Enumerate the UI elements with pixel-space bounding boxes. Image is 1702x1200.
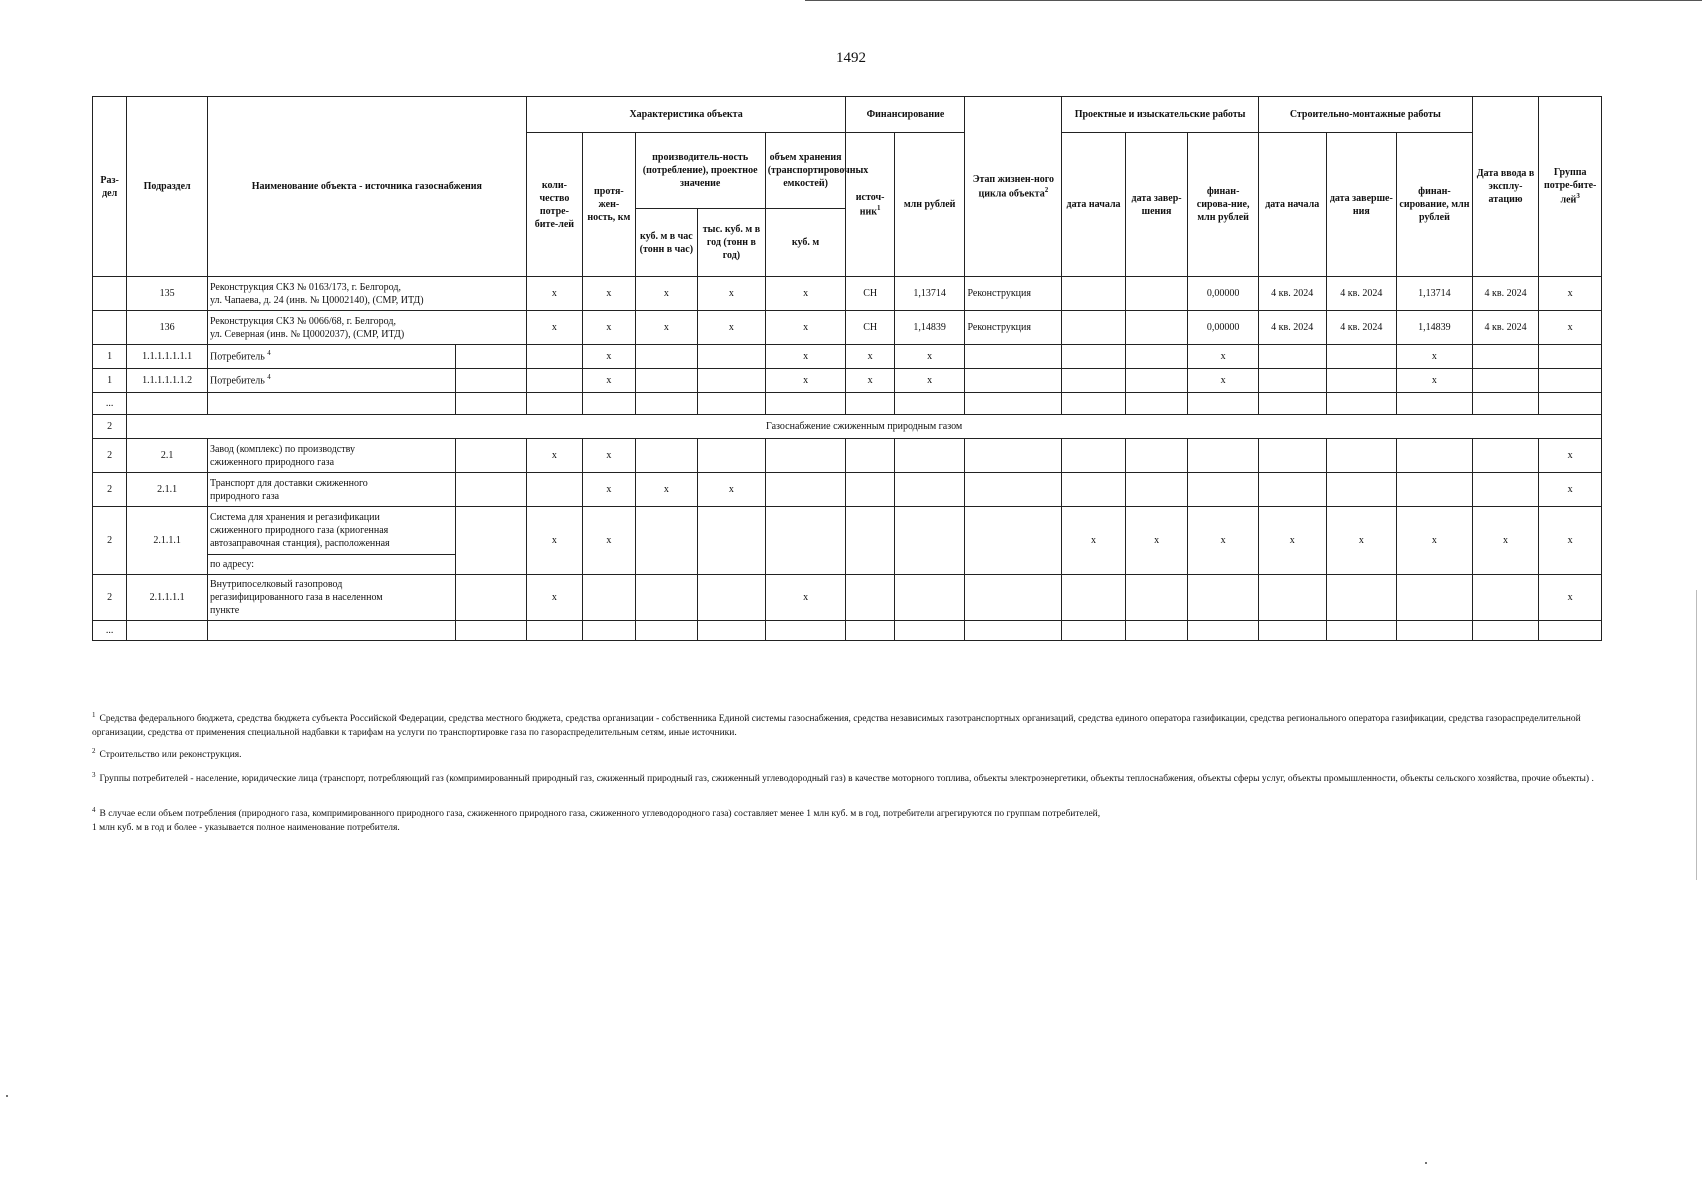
header-pir-start: дата начала: [1062, 133, 1126, 277]
header-characteristics: Характеристика объекта: [526, 97, 846, 133]
header-mln-rub: млн рублей: [894, 133, 965, 277]
header-thousand-cubic-per-year: тыс. куб. м в год (тонн в год): [698, 209, 766, 277]
table-row: ...: [93, 621, 1602, 641]
header-commissioning-date: Дата ввода в эксплу-атацию: [1472, 97, 1539, 277]
table-row: 2 2.1.1 Транспорт для доставки сжиженного природного газа x x x x: [93, 473, 1602, 507]
scan-speck: [1425, 1162, 1427, 1164]
scan-speck: [6, 1095, 8, 1097]
table-row: 2 2.1 Завод (комплекс) по производству сжиженного природного газа x x x: [93, 439, 1602, 473]
footnote-2: $^2$ Строительство или реконструкция.: [92, 747, 242, 761]
table-row: ...: [93, 393, 1602, 415]
header-length: протя-жен-ность, км: [583, 133, 635, 277]
table-row: 2 2.1.1.1 Система для хранения и регазификации сжиженного природного газа (криогенная автозаправочная станция), расположенная x x x x x x x x x x: [93, 507, 1602, 555]
header-smr-end: дата заверше-ния: [1326, 133, 1397, 277]
table-row: 136 Реконструкция СКЗ № 0066/68, г. Белгород, ул. Северная (инв. № Ц0002037), (СМР, ИТД) x x x x x СН 1,14839 Реконструкция 0,00000 4 кв. 2024 4 кв. 2024 1,14839 4 кв. 2024 x: [93, 311, 1602, 345]
table-row: 1 1.1.1.1.1.1.2 Потребитель $^4$ x x x x x x: [93, 369, 1602, 393]
header-razdel: Раз-дел: [93, 97, 127, 277]
page-number: 1492: [836, 50, 866, 66]
header-smr-financing: финан-сирование, млн рублей: [1397, 133, 1473, 277]
footnote-3: $^3$ Группы потребителей - население, юридические лица (транспорт, потребляющий газ (компримированный природный газ, сжиженный природный газ, сжиженный углеводородный газ) в качестве моторного топлива, объекты электроэнергетики, объекты теплоснабжения, объекты сферы услуг, объекты промышленности, объекты сельского хозяйства, прочие объекты) .: [92, 771, 1594, 785]
header-storage-volume: объем хранения (транспортировочных емкостей): [765, 133, 846, 209]
header-consumer-count: коли-чество потре-бите-лей: [526, 133, 582, 277]
scan-edge-line: [1696, 590, 1697, 880]
table-row: 135 Реконструкция СКЗ № 0163/173, г. Белгород, ул. Чапаева, д. 24 (инв. № Ц0002140), (СМР, ИТД) x x x x x СН 1,13714 Реконструкция 0,00000 4 кв. 2024 4 кв. 2024 1,13714 4 кв. 2024 x: [93, 277, 1602, 311]
header-smr-start: дата начала: [1258, 133, 1326, 277]
header-stage: Этап жизнен-ного цикла объекта$^2$: [965, 97, 1062, 277]
header-source: источ-ник$^1$: [846, 133, 894, 277]
header-pir-end: дата завер-шения: [1125, 133, 1188, 277]
header-consumer-group: Группа потре-бите-лей$^3$: [1539, 97, 1602, 277]
table-row: по адресу:: [93, 555, 1602, 575]
header-construction-works: Строительно-монтажные работы: [1258, 97, 1472, 133]
gas-supply-table: [92, 96, 1602, 641]
table-row: 1 1.1.1.1.1.1.1 Потребитель $^4$ x x x x x x: [93, 345, 1602, 369]
footnote-4: $^4$ В случае если объем потребления (природного газа, компримированного природного газа, сжиженного природного газа, сжиженного углеводородного газа) составляет менее 1 млн куб. м в год, потребители агрегируются по группам потребителей, 1 млн куб. м в год и более - указывается полное наименование потребителя.: [92, 806, 1101, 834]
header-cubic-m: куб. м: [765, 209, 846, 277]
top-rule: [805, 0, 1702, 1]
header-name: Наименование объекта - источника газоснабжения: [207, 97, 526, 277]
table-row: 2 2.1.1.1.1 Внутрипоселковый газопровод регазифицированного газа в населенном пункте x x x: [93, 575, 1602, 621]
section-row: 2 Газоснабжение сжиженным природным газом: [93, 415, 1602, 439]
header-capacity: производитель-ность (потребление), проектное значение: [635, 133, 765, 209]
section-title: Газоснабжение сжиженным природным газом: [127, 415, 1602, 439]
header-podrazdel: Подраздел: [127, 97, 208, 277]
header-design-works: Проектные и изыскательские работы: [1062, 97, 1259, 133]
footnote-1: $^1$ Средства федерального бюджета, средства бюджета субъекта Российской Федерации, средства местного бюджета, средства организации - собственника Единой системы газоснабжения, средства независимых газотранспортных организаций, средства единого оператора газификации, средства регионального оператора газификации, средства газораспределительной организации, средства от применения специальной надбавки к тарифам на услуги по транспортировке газа по газораспределительным сетям, иные источники.: [92, 711, 1581, 739]
header-financing: Финансирование: [846, 97, 965, 133]
header-cubic-per-hour: куб. м в час (тонн в час): [635, 209, 698, 277]
header-pir-financing: финан-сирова-ние, млн рублей: [1188, 133, 1259, 277]
